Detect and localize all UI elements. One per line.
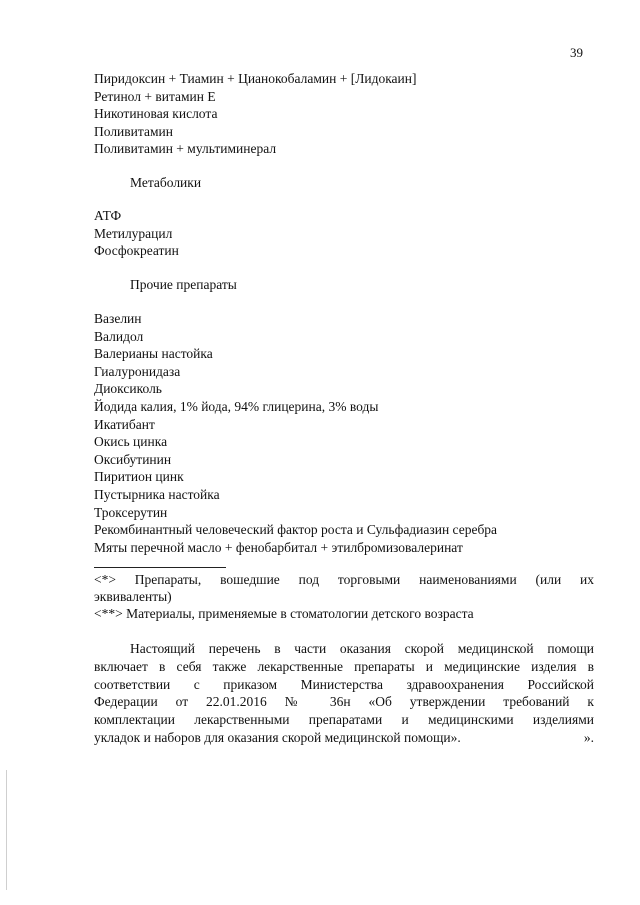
paragraph-line: Федерации от 22.01.2016 № 36н «Об утверждении требований к [94,694,594,710]
list-item: АТФ [94,208,122,223]
metabolics-list [94,207,594,260]
paragraph-line: Настоящий перечень в части оказания скорой медицинской помощи [130,641,594,656]
list-item: Поливитамин + мультиминерал [94,141,277,157]
list-item: Мяты перечной масло + фенобарбитал + этилбромизовалеринат [94,539,463,555]
list-item: Йодида калия, 1% йода, 94% глицерина, 3% воды [94,398,379,414]
list-item: Окись цинка [94,434,168,450]
list-item: Фосфокреатин [94,243,179,259]
footnote-one-line1: <*> Препараты, вошедшие под торговыми наименованиями (или их [94,572,594,587]
list-item: Валидол [94,328,144,344]
list-item: Оксибутинин [94,451,172,467]
list-item: Гиалуронидаза [94,363,181,379]
list-item: Пиридоксин + Тиамин + Цианокобаламин + [Лидокаин] [94,71,417,86]
closing-paragraph [94,640,594,747]
paragraph-last-line [94,729,594,747]
list-item: Ретинол + витамин Е [94,88,216,104]
paragraph-line: комплектации лекарственными препаратами и медицинскими изделиями [94,712,594,728]
list-item: Никотиновая кислота [94,106,218,122]
list-item: Валерианы настойка [94,346,213,362]
list-item: Поливитамин [94,123,173,139]
footnote-divider [94,567,226,568]
page-number: 39 [570,45,583,60]
paragraph-line: соответствии с приказом Министерства здравоохранения Российской [94,676,594,692]
list-item: Рекомбинантный человеческий фактор роста и Сульфадиазин серебра [94,522,498,538]
paragraph-line: включает в себя также лекарственные препараты и медицинские изделия в [94,658,594,674]
list-item: Диоксиколь [94,381,162,397]
list-item: Вазелин [94,311,142,326]
list-item: Метилурацил [94,225,173,241]
list-item: Пустырника настойка [94,486,220,502]
vitamins-list [94,70,594,158]
paragraph-line-text: укладок и наборов для оказания скорой медицинской помощи». [94,729,461,745]
list-item: Троксерутин [94,504,168,520]
footnote-one-line2: эквиваленты) [94,589,172,604]
other-list [94,310,594,556]
paragraph-line-end: ». [583,729,594,745]
footnote-two: <**> Материалы, применяемые в стоматологии детского возраста [94,606,474,621]
list-item: Пиритион цинк [94,469,184,485]
section-heading-other: Прочие препараты [130,277,237,292]
list-item: Икатибант [94,416,155,432]
section-heading-metabolics: Метаболики [130,175,202,190]
scan-artifact [6,770,7,890]
